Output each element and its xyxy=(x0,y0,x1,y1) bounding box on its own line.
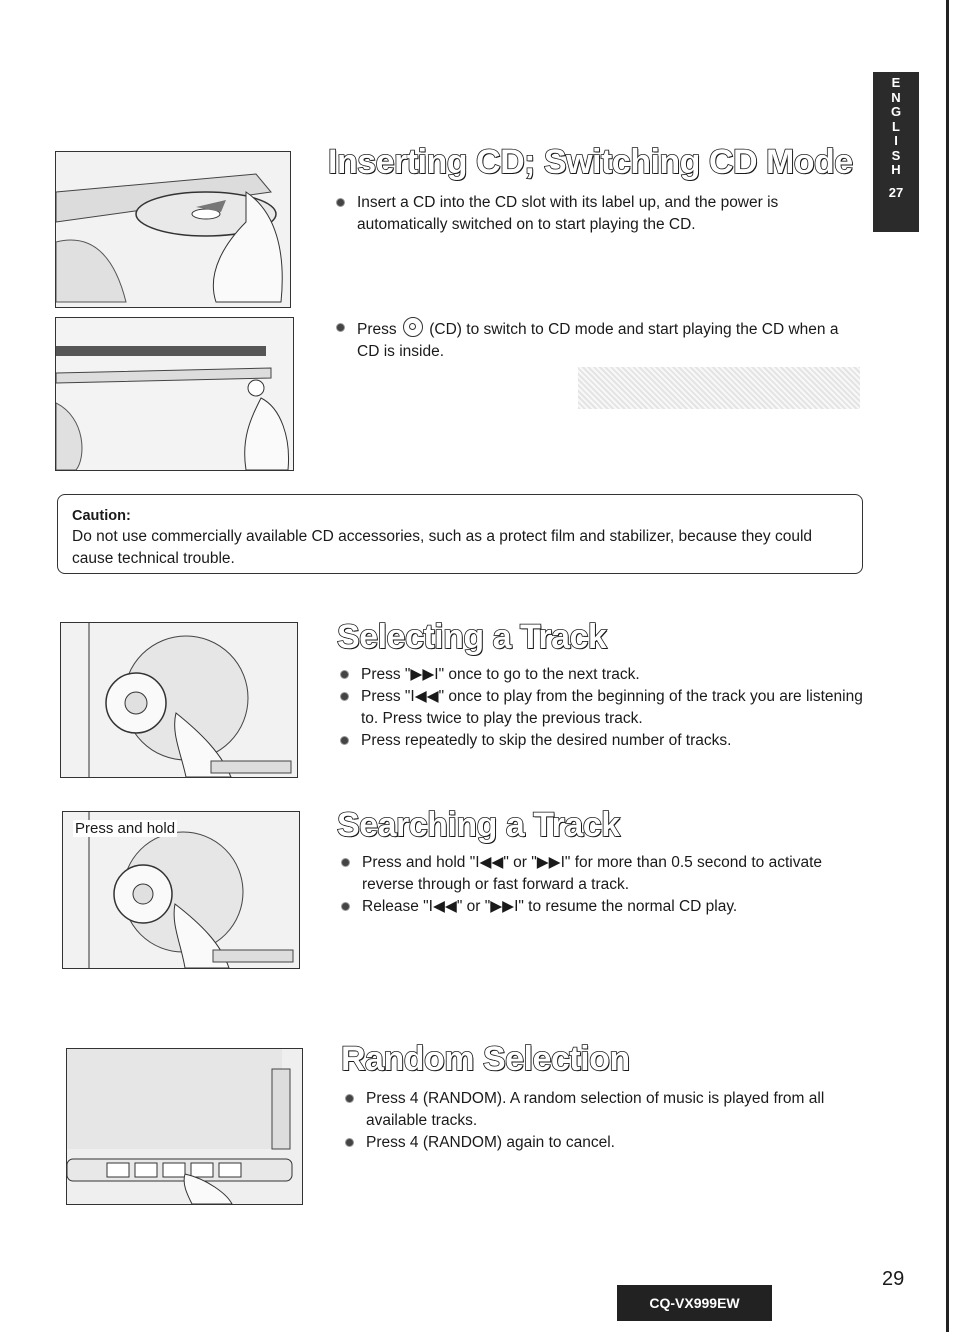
cd-button-illustration xyxy=(55,317,294,471)
press-and-hold-label: Press and hold xyxy=(75,820,176,837)
press-text: Press xyxy=(357,321,397,338)
scan-artifact xyxy=(578,367,860,409)
list-item: Release "I◀◀" or "▶▶I" to resume the normal CD play. xyxy=(341,896,871,918)
tab-page-number: 27 xyxy=(888,184,904,200)
list-item: Press "I◀◀" once to play from the beginning of the track you are listening to. Press twice to play the previous track. xyxy=(340,686,868,730)
tab-letter: G xyxy=(890,104,902,119)
random-illustration xyxy=(66,1048,303,1205)
list-item: Insert a CD into the CD slot with its label up, and the power is automatically switched on to start playing the CD. xyxy=(336,192,861,236)
tab-letter: L xyxy=(892,118,900,134)
inserting-bullets xyxy=(336,192,861,236)
tab-letter: H xyxy=(891,162,901,177)
cd-mode-bullets xyxy=(336,317,864,363)
tab-letter: I xyxy=(894,133,898,148)
section-title-searching: Searching a Track xyxy=(337,806,620,844)
list-item: Press 4 (RANDOM). A random selection of music is played from all available tracks. xyxy=(345,1088,872,1132)
tab-letter: N xyxy=(891,89,901,105)
model-label: CQ-VX999EW xyxy=(617,1285,772,1321)
caution-box xyxy=(57,494,863,574)
selecting-bullets xyxy=(340,664,868,752)
tab-letter: S xyxy=(891,147,901,163)
section-title-selecting: Selecting a Track xyxy=(337,618,607,656)
cd-mode-text: (CD) to switch to CD mode and start playing the CD when a CD is inside. xyxy=(357,321,839,360)
random-bullets xyxy=(345,1088,872,1154)
section-title-random: Random Selection xyxy=(341,1040,630,1078)
list-item: Press repeatedly to skip the desired number of tracks. xyxy=(340,730,868,752)
list-item: Press and hold "I◀◀" or "▶▶I" for more than 0.5 second to activate reverse through or fast forward a track. xyxy=(341,852,871,896)
caution-text: Do not use commercially available CD accessories, such as a protect film and stabilizer, because they could cause technical trouble. xyxy=(72,528,813,567)
list-item: Press "▶▶I" once to go to the next track. xyxy=(340,664,868,686)
page-edge-line xyxy=(946,0,949,1332)
list-item xyxy=(336,317,864,363)
language-letters xyxy=(873,76,919,178)
page-number: 29 xyxy=(882,1268,905,1290)
section-title-inserting: Inserting CD; Switching CD Mode xyxy=(328,143,853,181)
cd-button-icon xyxy=(403,317,423,337)
cd-insert-illustration xyxy=(55,151,291,308)
language-tab xyxy=(873,72,919,232)
searching-bullets xyxy=(341,852,871,918)
tab-letter: E xyxy=(891,75,901,90)
caution-title: Caution: xyxy=(72,508,131,524)
list-item: Press 4 (RANDOM) again to cancel. xyxy=(345,1132,872,1154)
select-track-illustration xyxy=(60,622,298,778)
